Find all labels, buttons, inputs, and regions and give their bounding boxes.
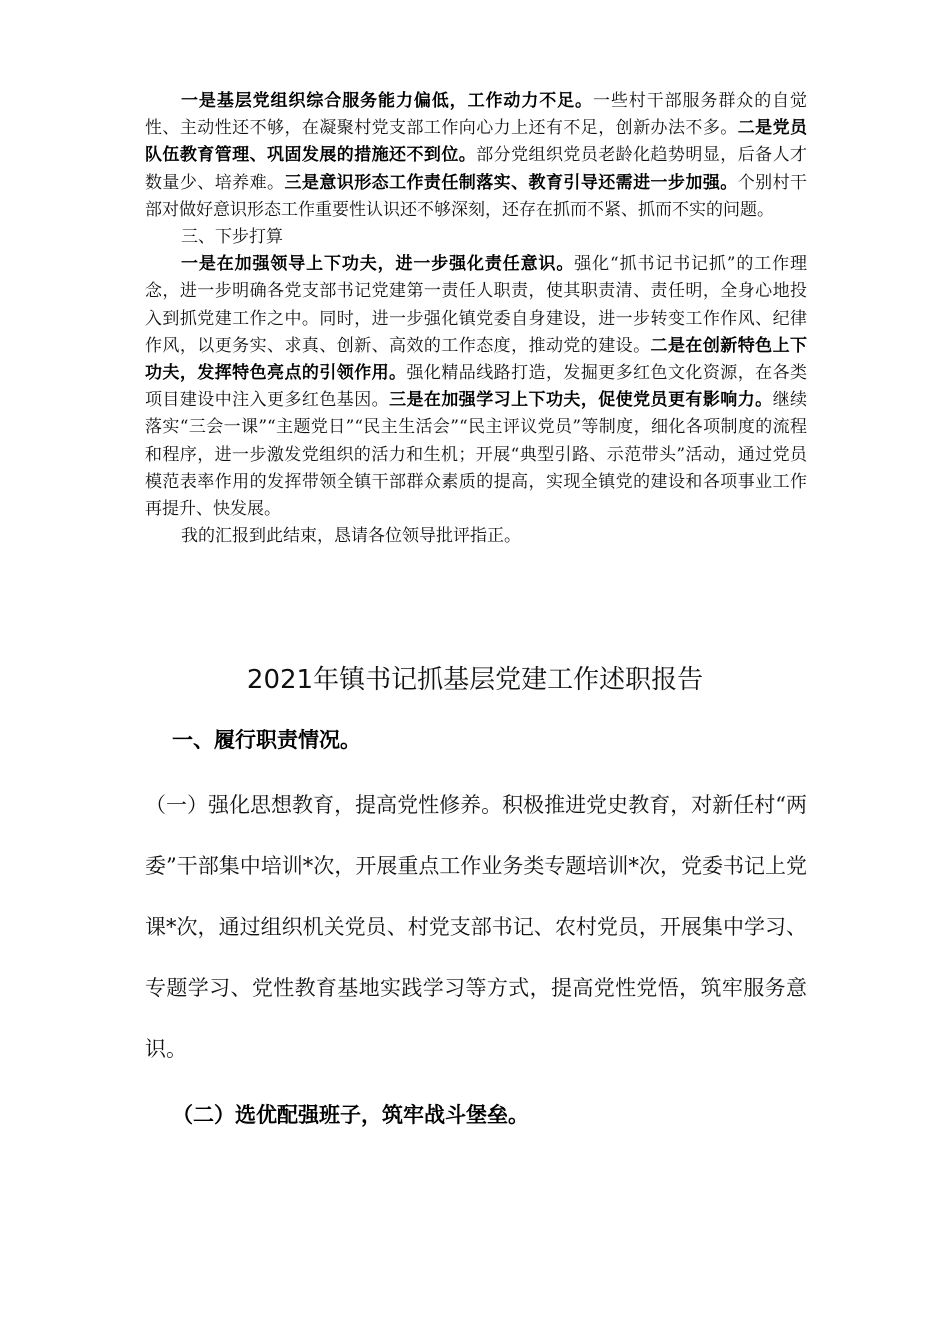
- point-one-text: 一些村干部服务群众的自觉性、主动性还不够，在凝聚村党支部工作向心力上还有不足，创新办法不多。: [145, 91, 808, 139]
- report-title: 2021年镇书记抓基层党建工作述职报告: [246, 665, 704, 695]
- duty-heading: 一、履行职责情况。: [172, 728, 361, 752]
- plan-two-text: 强化精品线路打造，发掘更多红色文化资源，在各类项目建设中注入更多红色基因。: [145, 363, 808, 411]
- point-three-bold: 三是意识形态工作责任制落实、教育引导还需进一步加强。: [284, 172, 738, 193]
- closing-line: 我的汇报到此结束，恳请各位领导批评指正。: [181, 526, 521, 547]
- next-steps-paragraph: [145, 251, 807, 523]
- next-steps-heading: 三、下步打算: [181, 227, 283, 248]
- point-three-text: 个别村干部对做好意识形态工作重要性认识还不够深刻，还存在抓而不紧、抓而不实的问题。: [145, 172, 808, 220]
- team-building-heading: （二）选优配强班子，筑牢战斗堡垒。: [172, 1103, 529, 1127]
- point-one-bold: 一是基层党组织综合服务能力偏低，工作动力不足。: [181, 91, 593, 111]
- plan-three-text: 继续落实“三会一课”“主题党日”“民主生活会”“民主评议党员”等制度，细化各项制度的流程和程序，进一步激发党组织的活力和生机；开展“典型引路、示范带头”活动，通过党员模范表率作用的发挥带领全镇干部群众素质的提高，实现全镇党的建设和各项事业工作再提升、快发展。: [145, 390, 808, 520]
- point-two-text: 部分党组织党员老龄化趋势明显，后备人才数量少、培养难。: [145, 145, 808, 193]
- plan-one-text: 强化“抓书记书记抓”的工作理念，进一步明确各党支部书记党建第一责任人职责，使其职责清、责任明，全身心地投入到抓党建工作之中。同时，进一步强化镇党委自身建设，进一步转变工作作风、纪律作风，以更务实、求真、创新、高效的工作态度，推动党的建设。: [145, 254, 808, 356]
- plan-one-bold: 一是在加强领导上下功夫，进一步强化责任意识。: [181, 254, 575, 275]
- plan-three-bold: 三是在加强学习上下功夫，促使党员更有影响力。: [389, 390, 773, 411]
- plan-two-bold: 二是在创新特色上下功夫，发挥特色亮点的引领作用。: [145, 335, 808, 384]
- point-two-bold: 二是党员队伍教育管理、巩固发展的措施还不到位。: [145, 118, 808, 166]
- shortcomings-paragraph: [145, 88, 807, 224]
- education-paragraph: （一）强化思想教育，提高党性修养。积极推进党史教育，对新任村“两委”干部集中培训*次，开展重点工作业务类专题培训*次，党委书记上党课*次，通过组织机关党员、村党支部书记、农村党员，开展集中学习、专题学习、党性教育基地实践学习等方式，提高党性党悟，筑牢服务意识。: [145, 793, 807, 1061]
- section-one: [145, 88, 807, 550]
